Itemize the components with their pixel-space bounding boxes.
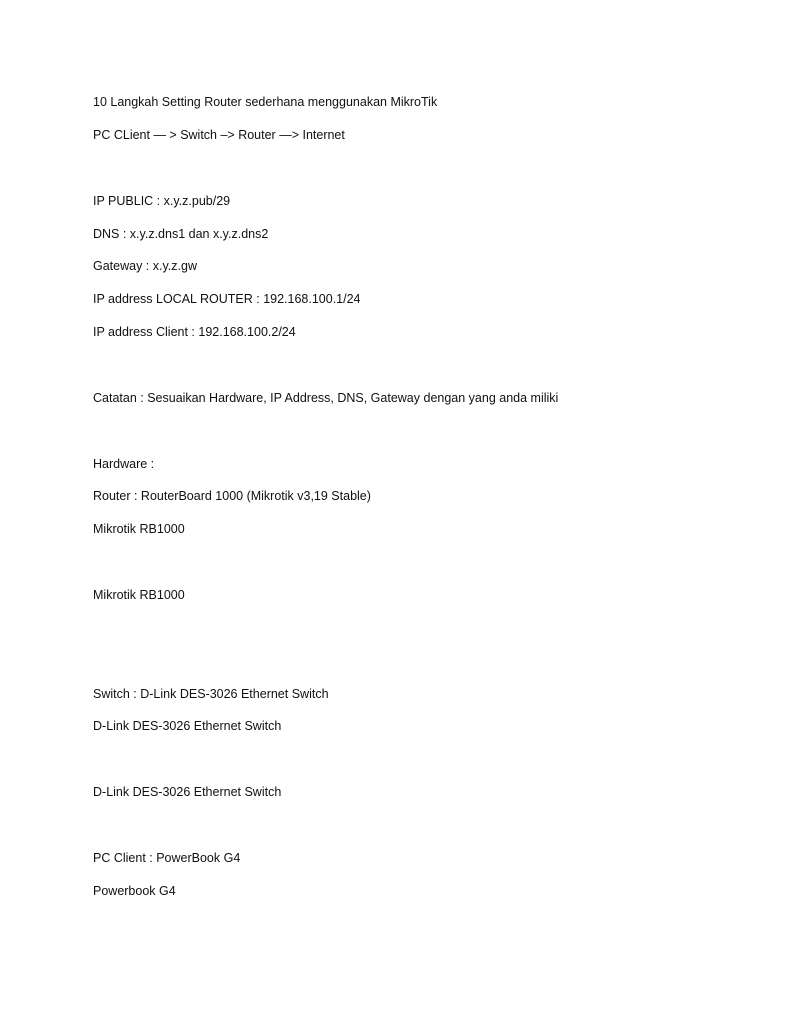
switch-line: Switch : D-Link DES-3026 Ethernet Switch — [93, 687, 329, 701]
note-line: Catatan : Sesuaikan Hardware, IP Address, DNS, Gateway dengan yang anda miliki — [93, 391, 559, 405]
router-model-caption: Mikrotik RB1000 — [93, 588, 185, 602]
document-title: 10 Langkah Setting Router sederhana menggunakan MikroTik — [93, 95, 438, 109]
client-model-caption: Powerbook G4 — [93, 884, 176, 898]
ip-public-line: IP PUBLIC : x.y.z.pub/29 — [93, 194, 231, 208]
network-topology: PC CLient — > Switch –> Router —> Internet — [93, 128, 345, 142]
gateway-line: Gateway : x.y.z.gw — [93, 259, 197, 273]
ip-local-router-line: IP address LOCAL ROUTER : 192.168.100.1/24 — [93, 292, 361, 306]
client-line: PC Client : PowerBook G4 — [93, 851, 241, 865]
switch-model-caption: D-Link DES-3026 Ethernet Switch — [93, 785, 282, 799]
hardware-heading: Hardware : — [93, 457, 155, 471]
switch-model-caption: D-Link DES-3026 Ethernet Switch — [93, 719, 282, 733]
router-line: Router : RouterBoard 1000 (Mikrotik v3,19 Stable) — [93, 489, 371, 503]
router-model-caption: Mikrotik RB1000 — [93, 522, 185, 536]
dns-line: DNS : x.y.z.dns1 dan x.y.z.dns2 — [93, 227, 269, 241]
ip-client-line: IP address Client : 192.168.100.2/24 — [93, 325, 296, 339]
